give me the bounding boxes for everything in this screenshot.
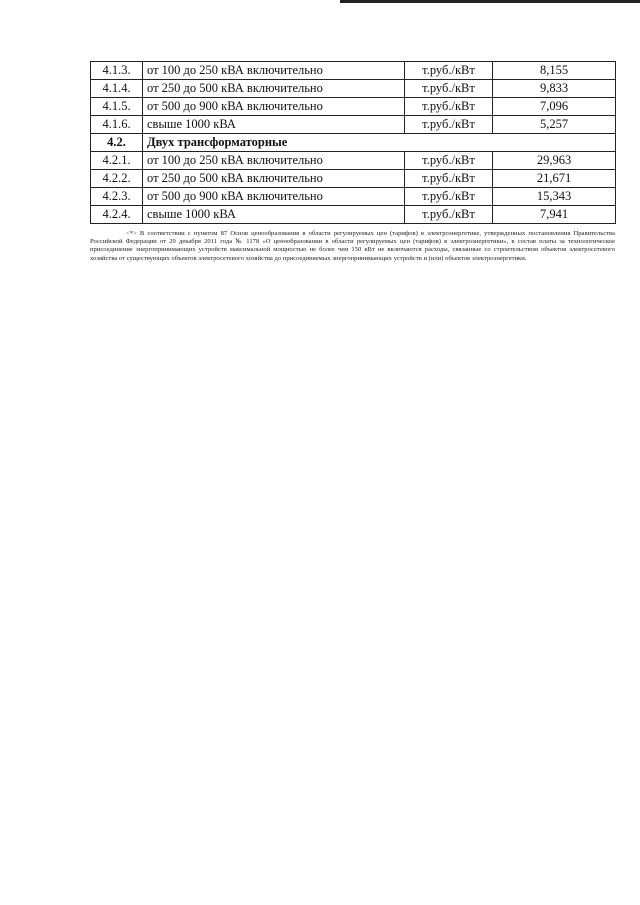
row-value: 15,343 xyxy=(493,188,616,206)
row-value: 8,155 xyxy=(493,62,616,80)
table-row xyxy=(91,62,616,80)
table-row xyxy=(91,152,616,170)
row-number: 4.2.4. xyxy=(91,206,143,224)
group-number: 4.2. xyxy=(91,134,143,152)
row-unit: т.руб./кВт xyxy=(405,152,493,170)
row-value: 29,963 xyxy=(493,152,616,170)
table-row xyxy=(91,170,616,188)
row-number: 4.2.2. xyxy=(91,170,143,188)
row-unit: т.руб./кВт xyxy=(405,116,493,134)
table-row xyxy=(91,98,616,116)
row-description: от 250 до 500 кВА включительно xyxy=(143,170,405,188)
row-description: свыше 1000 кВА xyxy=(143,116,405,134)
row-value: 7,941 xyxy=(493,206,616,224)
row-unit: т.руб./кВт xyxy=(405,170,493,188)
row-description: свыше 1000 кВА xyxy=(143,206,405,224)
row-unit: т.руб./кВт xyxy=(405,206,493,224)
row-number: 4.2.1. xyxy=(91,152,143,170)
row-value: 21,671 xyxy=(493,170,616,188)
tariff-table xyxy=(90,61,616,224)
row-description: от 100 до 250 кВА включительно xyxy=(143,152,405,170)
table-row xyxy=(91,80,616,98)
row-description: от 250 до 500 кВА включительно xyxy=(143,80,405,98)
row-description: от 500 до 900 кВА включительно xyxy=(143,188,405,206)
table-row xyxy=(91,206,616,224)
row-number: 4.2.3. xyxy=(91,188,143,206)
row-description: от 500 до 900 кВА включительно xyxy=(143,98,405,116)
row-unit: т.руб./кВт xyxy=(405,80,493,98)
row-unit: т.руб./кВт xyxy=(405,62,493,80)
row-number: 4.1.6. xyxy=(91,116,143,134)
row-unit: т.руб./кВт xyxy=(405,98,493,116)
row-number: 4.1.5. xyxy=(91,98,143,116)
row-description: от 100 до 250 кВА включительно xyxy=(143,62,405,80)
row-value: 5,257 xyxy=(493,116,616,134)
row-unit: т.руб./кВт xyxy=(405,188,493,206)
footnote: <*> В соответствии с пунктом 87 Основ ценообразования в области регулируемых цен (тарифов) в электроэнергетике, утвержденных постановления Правительства Российской Федерации от 29 декабря 2011 года № 1178 «О ценообразовании в области регулируемых цен (тарифов) в электроэнергетики», в состав платы за технологическое присоединение энергопринимающих устройств максимальной мощностью не более чем 150 кВт не включаются расходы, связанные со строительством объектов электросетевого хозяйства от существующих объектов электросетевого хозяйства до присоединяемых энергопринимающих устройств и (или) объектов электроэнергетики. xyxy=(90,229,615,262)
group-title: Двух трансформаторные xyxy=(143,134,616,152)
row-value: 9,833 xyxy=(493,80,616,98)
table-group-row xyxy=(91,134,616,152)
row-number: 4.1.4. xyxy=(91,80,143,98)
table-row xyxy=(91,188,616,206)
row-number: 4.1.3. xyxy=(91,62,143,80)
table-row xyxy=(91,116,616,134)
scan-edge-line xyxy=(340,0,640,3)
row-value: 7,096 xyxy=(493,98,616,116)
